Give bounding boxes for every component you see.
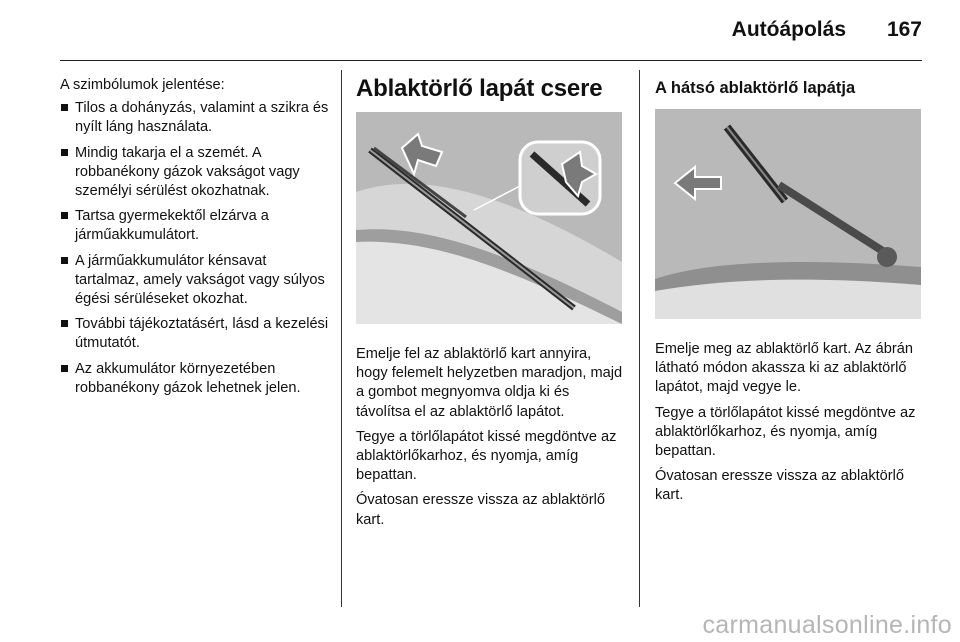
page-number: 167: [886, 18, 922, 41]
bullet-square-icon: [61, 320, 68, 327]
symbol-meaning-list: [60, 99, 332, 398]
list-item: [60, 252, 332, 310]
list-item-text: Az akkumulátor környezetében robbanékony gázok lehetnek jelen.: [75, 360, 301, 396]
rear-wiper-paragraph-2: Tegye a törlőlapátot kissé megdöntve az ablaktörlőkarhoz, és nyomja, amíg bepattan.: [655, 404, 916, 460]
rear-wiper-paragraph-3: Óvatosan eressze vissza az ablaktörlő kart.: [655, 468, 905, 504]
middle-column: [356, 76, 626, 536]
rear-wiper-illustration: [655, 109, 921, 319]
list-item-text: További tájékoztatásért, lásd a kezelési útmutatót.: [75, 316, 329, 352]
bullet-square-icon: [61, 365, 68, 372]
list-item: [60, 315, 332, 353]
list-item-text: Tilos a dohányzás, valamint a szikra és nyílt láng használata.: [75, 100, 329, 136]
bullet-square-icon: [61, 257, 68, 264]
list-item-text: A járműakkumulátor kénsavat tartalmaz, amely vakságot vagy súlyos égési sérüléseket okozhat.: [75, 252, 325, 308]
rear-wiper-blade-heading: A hátsó ablaktörlő lapátja: [655, 79, 856, 97]
list-item-text: Mindig takarja el a szemét. A robbanékony gázok vakságot vagy személyi sérülést okozhatnak.: [75, 144, 300, 200]
rear-wiper-paragraph-1: Emelje meg az ablaktörlő kart. Az ábrán látható módon akassza ki az ablaktörlő lapátot, majd vegye le.: [655, 341, 913, 396]
wiper-blade-replacement-heading: Ablaktörlő lapát csere: [356, 75, 603, 102]
left-column: [60, 76, 332, 404]
bullet-square-icon: [61, 212, 68, 219]
list-item-text: Tartsa gyermekektől elzárva a járműakkumulátort.: [75, 208, 269, 244]
bullet-square-icon: [61, 149, 68, 156]
list-item: [60, 144, 332, 202]
wiper-paragraph-2: Tegye a törlőlapátot kissé megdöntve az ablaktörlőkarhoz, és nyomja, amíg bepattan.: [356, 428, 617, 484]
list-item: [60, 360, 332, 398]
wiper-paragraph-3: Óvatosan eressze vissza az ablaktörlő kart.: [356, 492, 606, 528]
front-wiper-illustration: [356, 112, 622, 324]
page-header: [60, 18, 922, 48]
bullet-square-icon: [61, 104, 68, 111]
wiper-paragraph-1: Emelje fel az ablaktörlő kart annyira, hogy felemelt helyzetben maradjon, majd a gombot megnyomva oldja ki és távolítsa el az ablaktörlő lapátot.: [356, 346, 623, 420]
list-item: [60, 207, 332, 245]
column-divider-right: [639, 70, 640, 607]
list-item: [60, 99, 332, 137]
header-rule: [60, 60, 922, 61]
right-column: [655, 76, 925, 512]
symbols-intro: A szimbólumok jelentése:: [60, 77, 225, 93]
section-title: Autóápolás: [731, 18, 846, 41]
watermark-text: carmanualsonline.info: [702, 611, 952, 639]
column-divider-left: [341, 70, 342, 607]
